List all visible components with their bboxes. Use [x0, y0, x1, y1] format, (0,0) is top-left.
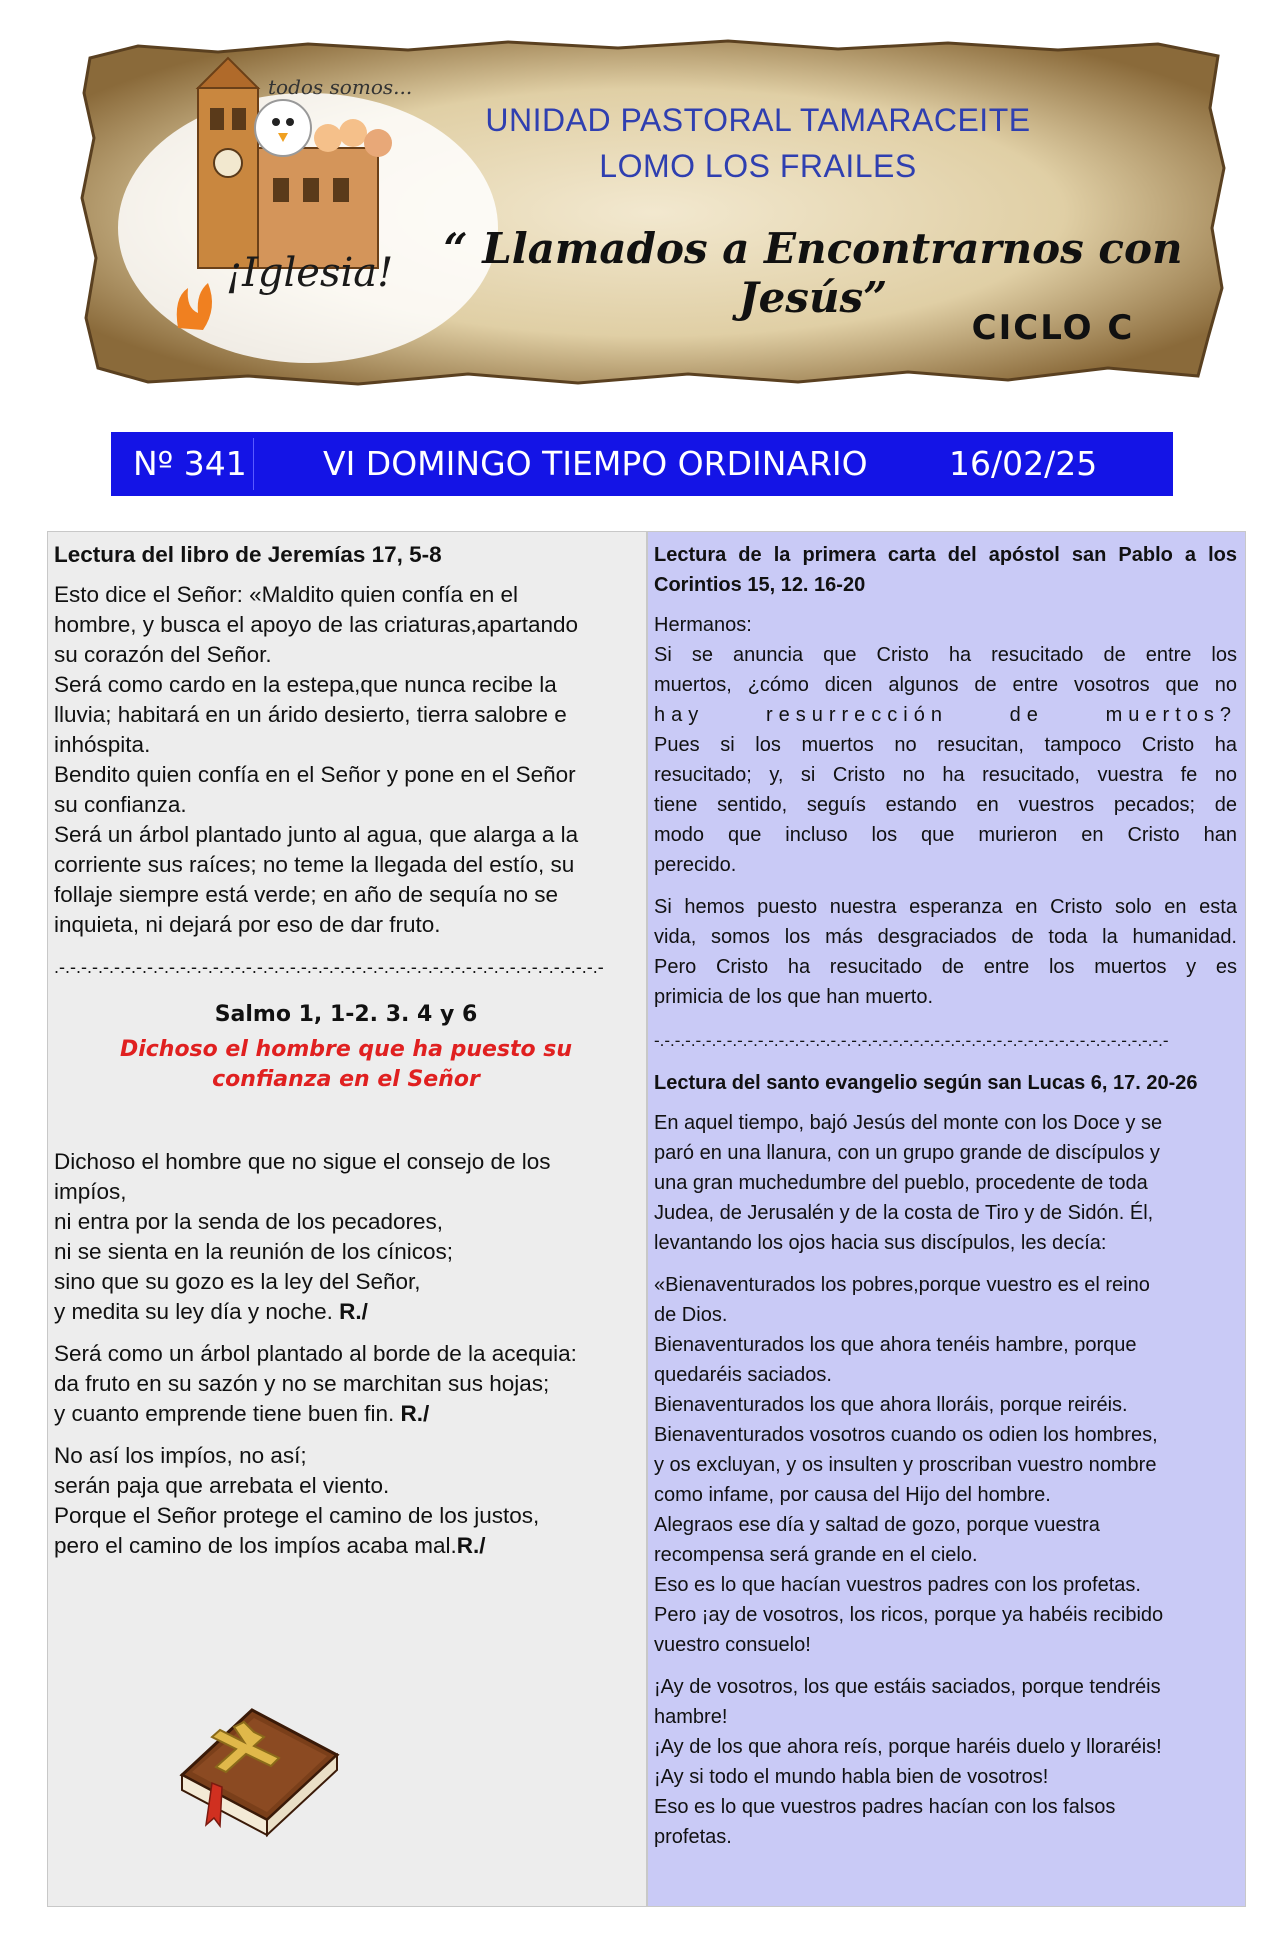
woes: [654, 1672, 1237, 1852]
reading1-text: [54, 580, 638, 940]
text-line: modo que incluso los que murieron en Cristo han: [654, 824, 1237, 846]
text-line: inquieta, ni dejará por eso de dar fruto.: [54, 912, 441, 937]
text-line: primicia de los que han muerto.: [654, 986, 934, 1008]
reading2-title: [654, 540, 1237, 600]
text-line: Pues si los muertos no resucitan, tampoco Cristo ha: [654, 734, 1237, 756]
text-line: Si hemos puesto nuestra esperanza en Cristo solo en esta: [654, 896, 1237, 918]
psalm-stanza-2: [54, 1339, 638, 1429]
logo-text: ¡Iglesia!: [226, 250, 394, 296]
refrain-mark: R./: [339, 1299, 368, 1324]
reading1-title: Lectura del libro de Jeremías 17, 5-8: [54, 542, 442, 567]
text-line: Eso es lo que hacían vuestros padres con los profetas.: [654, 1574, 1141, 1596]
psalm-stanza-3: [54, 1441, 638, 1561]
text-line: Eso es lo que vuestros padres hacían con los falsos: [654, 1796, 1116, 1818]
text-line: levantando los ojos hacia sus discípulos, les decía:: [654, 1232, 1107, 1254]
text-line: follaje siempre está verde; en año de sequía no se: [54, 882, 559, 907]
text-line: ni entra por la senda de los pecadores,: [54, 1209, 444, 1234]
left-column: [47, 531, 647, 1907]
text-line: Porque el Señor protege el camino de los justos,: [54, 1503, 540, 1528]
text-line: quedaréis saciados.: [654, 1364, 832, 1386]
psalm-title: Salmo 1, 1-2. 3. 4 y 6: [214, 1002, 478, 1027]
text-line: En aquel tiempo, bajó Jesús del monte con los Doce y se: [654, 1112, 1163, 1134]
text-line: vuestro consuelo!: [654, 1634, 811, 1656]
refrain-mark: R./: [456, 1533, 486, 1558]
text-line: Bienaventurados los que ahora lloráis, porque reiréis.: [654, 1394, 1128, 1416]
text-line: muertos, ¿cómo dicen algunos de entre vosotros que no: [654, 674, 1237, 696]
text-line: su corazón del Señor.: [54, 642, 272, 667]
psalm-response-line: Dichoso el hombre que ha puesto su: [119, 1037, 573, 1062]
text-line: Será como cardo en la estepa,que nunca recibe la: [54, 672, 557, 697]
text-line: serán paja que arrebata el viento.: [54, 1473, 390, 1498]
motto: “ Llamados a Encontrarnos con Jesús”: [443, 224, 1183, 322]
text-line: ¡Ay de los que ahora reís, porque haréis duelo y lloraréis!: [654, 1736, 1162, 1758]
text-line: Lectura de la primera carta del apóstol san Pablo a los: [654, 544, 1237, 566]
text-line: su confianza.: [54, 792, 187, 817]
section-separator: .-.-.-.-.-.-.-.-.-.-.-.-.-.-.-.-.-.-.-.-.-.-.-.-.-.-.-.-.-.-.-.-.-.-.-.-.-.-.-.-.-.-.-.-.-.-.-.-.-.-: [54, 957, 604, 977]
psalm-response: [54, 1035, 638, 1095]
text-line: da fruto en su sazón y no se marchitan sus hojas;: [54, 1371, 550, 1396]
org-name-line2: LOMO LOS FRAILES: [599, 148, 917, 184]
right-column: [647, 531, 1246, 1907]
text-line: Corintios 15, 12. 16-20: [654, 574, 866, 596]
bible-book-icon: [172, 1680, 342, 1840]
text-line: Será un árbol plantado junto al agua, que alarga a la: [54, 822, 579, 847]
gospel-title: Lectura del santo evangelio según san Lucas 6, 17. 20-26: [654, 1072, 1198, 1094]
text-line: sino que su gozo es la ley del Señor,: [54, 1269, 421, 1294]
text-line: resucitado; y, si Cristo no ha resucitado, vuestra fe no: [654, 764, 1237, 786]
text-line: Dichoso el hombre que no sigue el consejo de los: [54, 1149, 551, 1174]
text-line: Bendito quien confía en el Señor y pone en el Señor: [54, 762, 576, 787]
text-line: perecido.: [654, 854, 737, 876]
reading2-text: [654, 640, 1237, 880]
header-banner: [78, 38, 1228, 388]
text-line: ¡Ay de vosotros, los que estáis saciados, porque tendréis: [654, 1676, 1161, 1698]
text-line: Pero ¡ay de vosotros, los ricos, porque ya habéis recibido: [654, 1604, 1164, 1626]
text-line: Bienaventurados vosotros cuando os odien los hombres,: [654, 1424, 1158, 1446]
text-line: «Bienaventurados los pobres,porque vuestro es el reino: [654, 1274, 1150, 1296]
text-line: pero el camino de los impíos acaba mal.: [54, 1533, 457, 1558]
text-line: paró en una llanura, con un grupo grande de discípulos y: [654, 1142, 1160, 1164]
text-line: y cuanto emprende tiene buen fin.: [54, 1401, 395, 1426]
text-line: hay resurrección de muertos?: [654, 704, 1237, 726]
issue-date: 16/02/25: [949, 444, 1098, 483]
beatitudes: [654, 1270, 1237, 1660]
refrain-mark: R./: [400, 1401, 430, 1426]
text-line: Judea, de Jerusalén y de la costa de Tiro y de Sidón. Él,: [654, 1202, 1154, 1224]
psalm-stanza-1: [54, 1147, 638, 1327]
text-line: recompensa será grande en el cielo.: [654, 1544, 978, 1566]
text-line: y medita su ley día y noche.: [54, 1299, 333, 1324]
issue-bar: [111, 432, 1173, 496]
text-line: Será como un árbol plantado al borde de la acequia:: [54, 1341, 577, 1366]
text-line: lluvia; habitará en un árido desierto, tierra salobre e: [54, 702, 567, 727]
text-line: hombre, y busca el apoyo de las criaturas,apartando: [54, 612, 579, 637]
text-line: profetas.: [654, 1826, 732, 1848]
text-line: hambre!: [654, 1706, 728, 1728]
issue-number: Nº 341: [133, 444, 247, 483]
logo-tagline: todos somos...: [268, 75, 413, 99]
text-line: corriente sus raíces; no teme la llegada del estío, su: [54, 852, 575, 877]
section-separator: -.-.-.-.-.-.-.-.-.-.-.-.-.-.-.-.-.-.-.-.-.-.-.-.-.-.-.-.-.-.-.-.-.-.-.-.-.-.-.-.-.-.-.-.-.-.-.-.-.-: [654, 1031, 1169, 1050]
text-line: Esto dice el Señor: «Maldito quien confía en el: [54, 582, 519, 607]
text-line: y os excluyan, y os insulten y proscriban vuestro nombre: [654, 1454, 1157, 1476]
issue-title: VI DOMINGO TIEMPO ORDINARIO: [323, 444, 868, 483]
text-line: ¡Ay si todo el mundo habla bien de vosotros!: [654, 1766, 1049, 1788]
gospel-intro: [654, 1108, 1237, 1258]
reading2-text-2: [654, 892, 1237, 1012]
org-name-line1: UNIDAD PASTORAL TAMARACEITE: [485, 102, 1031, 138]
text-line: como infame, por causa del Hijo del hombre.: [654, 1484, 1051, 1506]
bar-divider: [253, 438, 254, 490]
text-line: tiene sentido, seguís estando en vuestros pecados; de: [654, 794, 1237, 816]
psalm-response-line: confianza en el Señor: [212, 1067, 480, 1092]
text-line: Alegraos ese día y saltad de gozo, porque vuestra: [654, 1514, 1100, 1536]
liturgical-cycle: CICLO C: [971, 308, 1135, 348]
text-line: de Dios.: [654, 1304, 728, 1326]
text-line: impíos,: [54, 1179, 127, 1204]
text-line: vida, somos los más desgraciados de toda la humanidad.: [654, 926, 1237, 948]
text-line: Pero Cristo ha resucitado de entre los muertos y es: [654, 956, 1237, 978]
text-line: Bienaventurados los que ahora tenéis hambre, porque: [654, 1334, 1137, 1356]
text-line: No así los impíos, no así;: [54, 1443, 307, 1468]
text-line: una gran muchedumbre del pueblo, procedente de toda: [654, 1172, 1148, 1194]
text-line: ni se sienta en la reunión de los cínicos;: [54, 1239, 453, 1264]
greeting: Hermanos:: [654, 614, 752, 636]
text-line: Si se anuncia que Cristo ha resucitado de entre los: [654, 644, 1237, 666]
text-line: inhóspita.: [54, 732, 151, 757]
